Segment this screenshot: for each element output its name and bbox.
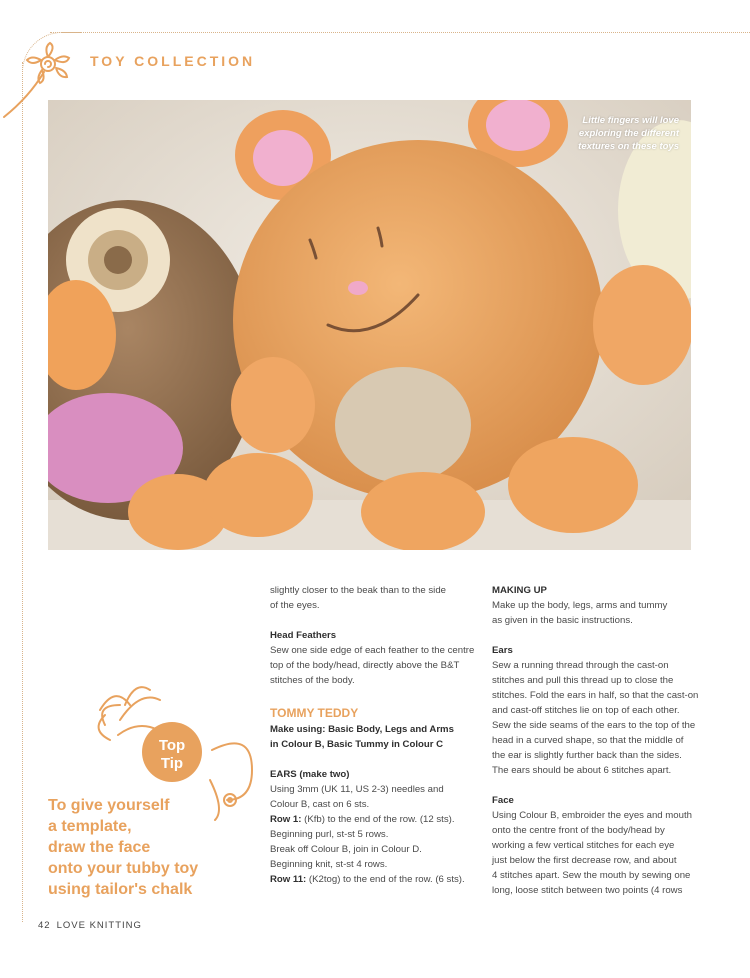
top-tip-label: Top: [158, 737, 186, 754]
text-line: of the eyes.: [270, 600, 320, 611]
text-line: working a few vertical stitches for each eye: [492, 840, 675, 851]
text-line: Make up the body, legs, arms and tummy: [492, 600, 668, 611]
make-using-line: Make using: Basic Body, Legs and Arms: [270, 724, 454, 735]
text-line: stitches. Fold the ears in half, so that the cast-on: [492, 690, 699, 701]
text-line: stitches and pull this thread up to close the: [492, 675, 674, 686]
tommy-teddy-heading: TOMMY TEDDY: [270, 706, 359, 720]
text-line: and cast-off stitches lie on top of each other.: [492, 705, 680, 716]
head-feathers-heading: Head Feathers: [270, 630, 337, 641]
row-text: (Kfb) to the end of the row. (12 sts).: [301, 814, 455, 825]
text-line: Beginning purl, st-st 5 rows.: [270, 829, 389, 840]
making-up-heading: MAKING UP: [492, 585, 547, 596]
text-line: the ear is slightly further back than the sides.: [492, 750, 682, 761]
photo-caption: Little fingers will love exploring the different textures on these toys: [578, 115, 679, 152]
text-line: Using Colour B, embroider the eyes and mouth: [492, 810, 692, 821]
page-frame-left: [22, 62, 23, 922]
ears-subheading: Ears: [492, 645, 513, 656]
text-line: The ears should be about 6 stitches apart.: [492, 765, 672, 776]
text-line: head in a curved shape, so that the middle of: [492, 735, 684, 746]
make-using-line: in Colour B, Basic Tummy in Colour C: [270, 739, 444, 750]
row-text: (K2tog) to the end of the row. (6 sts).: [306, 874, 465, 885]
text-line: Sew a running thread through the cast-on: [492, 660, 669, 671]
right-column: [492, 583, 707, 898]
text-line: Sew one side edge of each feather to the centre: [270, 645, 475, 656]
teddy-toys-photo: [48, 100, 691, 550]
text-line: onto the centre front of the body/head by: [492, 825, 665, 836]
section-title: TOY COLLECTION: [90, 53, 256, 69]
tip-line: To give yourself: [48, 797, 170, 814]
text-line: Using 3mm (UK 11, US 2-3) needles and: [270, 784, 444, 795]
tip-line: onto your tubby toy: [48, 860, 199, 877]
page-number: 42: [38, 920, 51, 931]
tip-line: draw the face: [48, 839, 151, 856]
tip-line: using tailor's chalk: [48, 881, 193, 898]
text-line: slightly closer to the beak than to the side: [270, 585, 446, 596]
text-line: Sew the side seams of the ears to the top of the: [492, 720, 696, 731]
top-tip-text: [48, 795, 248, 900]
text-line: as given in the basic instructions.: [492, 615, 633, 626]
text-line: Colour B, cast on 6 sts.: [270, 799, 370, 810]
page-frame-top: [50, 32, 750, 33]
tip-line: a template,: [48, 818, 132, 835]
row-11-line: [270, 872, 480, 887]
ears-heading: EARS (make two): [270, 769, 350, 780]
middle-column: [270, 583, 480, 887]
magazine-name: LOVE KNITTING: [56, 920, 142, 931]
top-tip-label: Tip: [160, 755, 184, 772]
face-heading: Face: [492, 795, 514, 806]
row-label: Row 11:: [270, 874, 307, 885]
page-footer: [38, 920, 142, 931]
text-line: stitches of the body.: [270, 675, 355, 686]
text-line: just below the first decrease row, and about: [492, 855, 677, 866]
text-line: top of the body/head, directly above the B&T: [270, 660, 460, 671]
text-line: Beginning knit, st-st 4 rows.: [270, 859, 388, 870]
row-label: Row 1:: [270, 814, 302, 825]
text-line: long, loose stitch between two points (4 rows: [492, 885, 683, 896]
text-line: 4 stitches apart. Sew the mouth by sewing one: [492, 870, 691, 881]
text-line: Break off Colour B, join in Colour D.: [270, 844, 422, 855]
row-1-line: [270, 812, 480, 827]
